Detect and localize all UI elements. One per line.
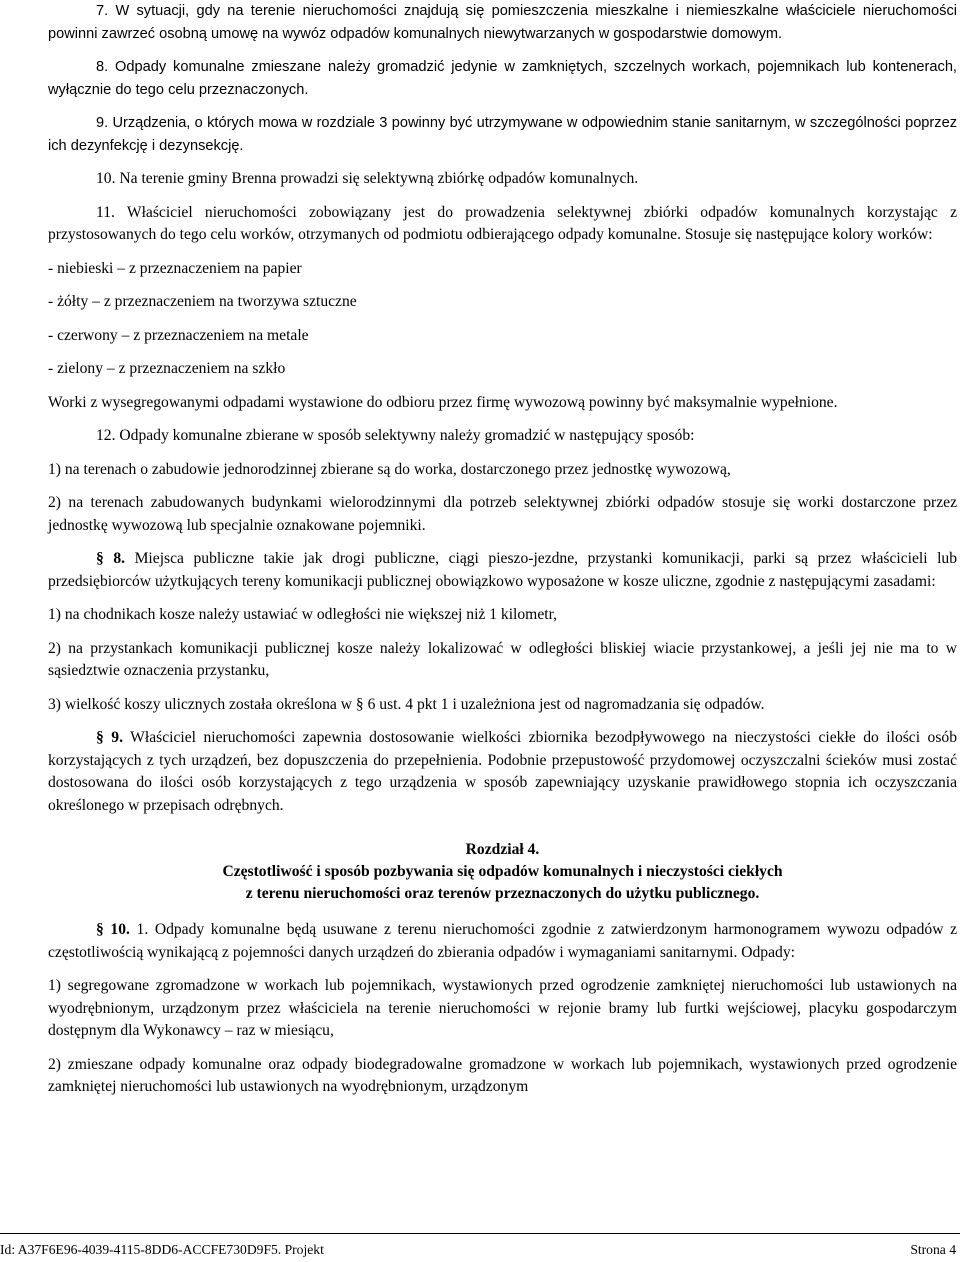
paragraph-11: 11. Właściciel nieruchomości zobowiązany jest do prowadzenia selektywnej zbiórki odpadów komunalnych korzystając z przystosowanych do tego celu worków, otrzymanych od podmiotu odbierającego odpady komunalne. Stosuje się następujące kolory worków: (48, 203, 957, 243)
paragraph-12-item-1: 1) na terenach o zabudowie jednorodzinnej zbierane są do worka, dostarczonego przez jednostkę wywozową, (48, 460, 731, 478)
paragraph-10: 10. Na terenie gminy Brenna prowadzi się selektywną zbiórkę odpadów komunalnych. (96, 170, 639, 187)
paragraph-8: 8. Odpady komunalne zmieszane należy gromadzić jedynie w zamkniętych, szczelnych workach, pojemnikach lub kontenerach, wyłącznie do tego celu przeznaczonych. (48, 59, 957, 98)
chapter-heading-line-1: Częstotliwość i sposób pozbywania się odpadów komunalnych i nieczystości ciekłych (222, 863, 783, 880)
chapter-title: Rozdział 4. (465, 841, 540, 858)
bag-color-red: - czerwony – z przeznaczeniem na metale (48, 326, 309, 344)
bag-color-blue: - niebieski – z przeznaczeniem na papier (48, 259, 302, 277)
section-10-number: § 10. (96, 921, 130, 938)
paragraph-7: 7. W sytuacji, gdy na terenie nieruchomości znajdują się pomieszczenia mieszkalne i niemieszkalne właściciele nieruchomości powinni zawrzeć osobną umowę na wywóz odpadów komunalnych niewytwarzanych w gospodarstwie domowym. (48, 3, 957, 42)
section-10-item-2: 2) zmieszane odpady komunalne oraz odpady biodegradowalne gromadzone w workach lub pojemnikach, wystawionych przed ogrodzenie zamkniętej nieruchomości lub ustawionych na wyodrębnionym, urządzonym (48, 1055, 957, 1095)
paragraph-9: 9. Urządzenia, o których mowa w rozdziale 3 powinny być utrzymywane w odpowiednim stanie sanitarnym, w szczególności poprzez ich dezynfekcję i dezynsekcję. (48, 115, 957, 154)
section-9 (48, 727, 957, 817)
page-footer (0, 1242, 956, 1258)
document-id: Id: A37F6E96-4039-4115-8DD6-ACCFE730D9F5. Projekt (0, 1242, 324, 1257)
section-10 (48, 919, 957, 964)
section-8-item-2: 2) na przystankach komunikacji publicznej kosze należy lokalizować w odległości bliskiej wiacie przystankowej, a jeśli jej nie ma to w sąsiedztwie oznaczenia przystanku, (48, 639, 957, 679)
section-8-text: Miejsca publiczne takie jak drogi publiczne, ciągi pieszo-jezdne, przystanki komunikacji, parki są przez właścicieli lub przedsiębiorców użytkujących tereny komunikacji publicznej obowiązkowo wyposażone w kosze uliczne, zgodnie z następującymi zasadami: (48, 550, 957, 590)
paragraph-12-item-2: 2) na terenach zabudowanych budynkami wielorodzinnymi dla potrzeb selektywnej zbiórki odpadów stosuje się worki dostarczone przez jednostkę wywozową lub specjalnie oznakowane pojemniki. (48, 494, 957, 534)
page-number: Strona 4 (910, 1242, 956, 1257)
paragraph-12: 12. Odpady komunalne zbierane w sposób selektywny należy gromadzić w następujący sposób: (96, 427, 695, 444)
paragraph-bags-filled: Worki z wysegregowanymi odpadami wystawione do odbioru przez firmę wywozową powinny być maksymalnie wypełnione. (48, 393, 838, 411)
section-8-item-1: 1) na chodnikach kosze należy ustawiać w odległości nie większej niż 1 kilometr, (48, 606, 558, 623)
bag-color-green: - zielony – z przeznaczeniem na szkło (48, 360, 286, 377)
page-body (48, 0, 957, 1099)
section-8 (48, 548, 957, 593)
section-9-text: Właściciel nieruchomości zapewnia dostosowanie wielkości zbiornika bezodpływowego na nieczystości ciekłe do ilości osób korzystających z tych urządzeń, bez dopuszczenia do przepełnienia. Podobnie przepustowość przydomowej oczyszczalni ścieków musi zostać dostosowana do ilości osób korzystających z tego urządzenia w sposób zapewniający uzyskanie prawidłowego stopnia ich oczyszczania określonego w przepisach odrębnych. (48, 729, 958, 814)
footer-divider (0, 1233, 960, 1234)
section-9-number: § 9. (96, 729, 123, 746)
section-10-item-1: 1) segregowane zgromadzone w workach lub pojemnikach, wystawionych przed ogrodzenie zamkniętej nieruchomości lub ustawionych na wyodrębnionym, urządzonym przez właściciela na terenie nieruchomości w rejonie bramy lub furtki wejściowej, placyku gospodarczym dostępnym dla Wykonawcy – raz w miesiącu, (48, 977, 957, 1039)
section-10-text: 1. Odpady komunalne będą usuwane z terenu nieruchomości zgodnie z zatwierdzonym harmonogramem wywozu odpadów z częstotliwością wynikającą z pojemności danych urządzeń do zbierania odpadów i wymaganiami sanitarnymi. Odpady: (48, 921, 957, 961)
section-8-number: § 8. (96, 550, 126, 567)
section-8-item-3: 3) wielkość koszy ulicznych została określona w § 6 ust. 4 pkt 1 i uzależniona jest od nagromadzania się odpadów. (48, 695, 765, 713)
bag-color-yellow: - żółty – z przeznaczeniem na tworzywa sztuczne (48, 293, 357, 310)
chapter-heading-line-2: z terenu nieruchomości oraz terenów przeznaczonych do użytku publicznego. (245, 885, 760, 902)
